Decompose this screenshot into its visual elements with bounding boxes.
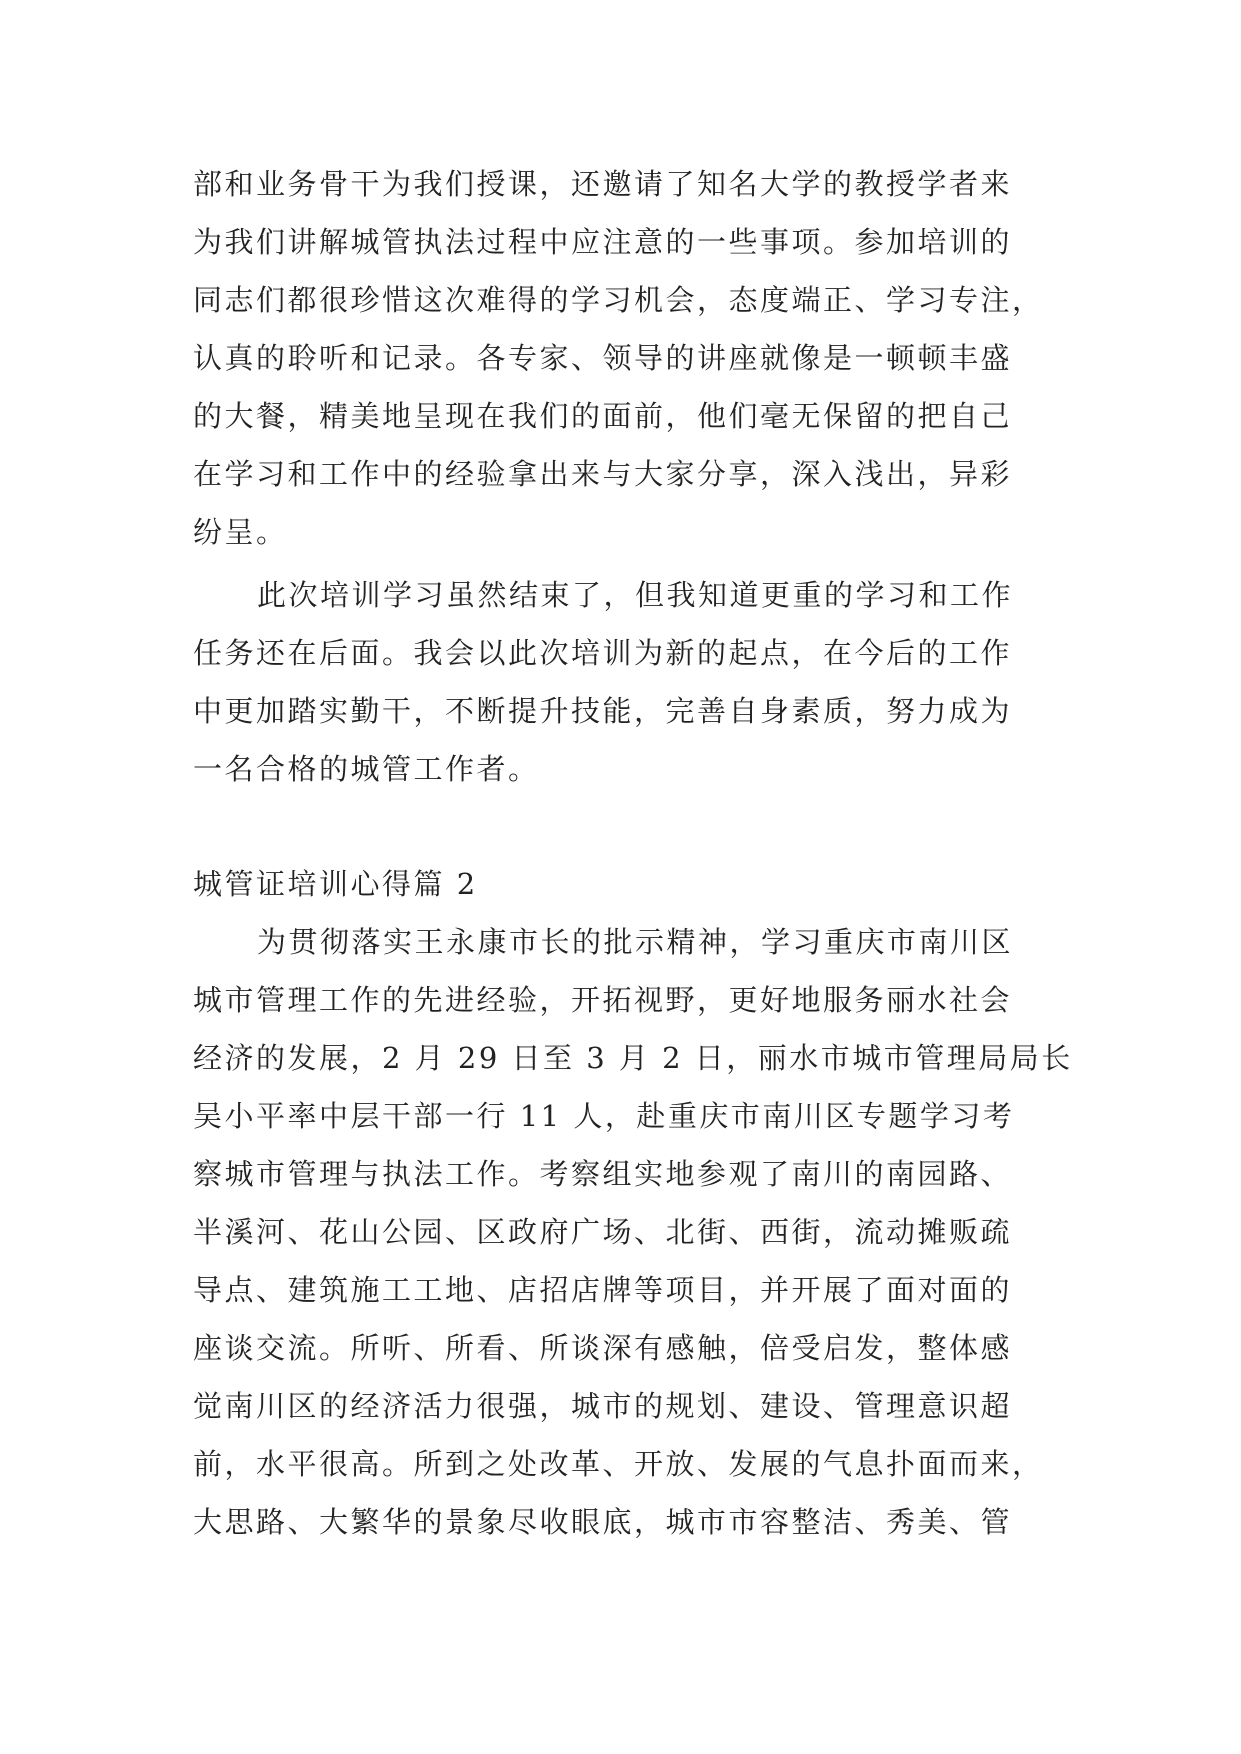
paragraph-2 — [193, 566, 1073, 798]
section-heading — [193, 855, 1073, 913]
paragraph-line: 部和业务骨干为我们授课，还邀请了知名大学的教授学者来 — [193, 167, 1013, 201]
paragraph-line: 为我们讲解城管执法过程中应注意的一些事项。参加培训的 — [193, 225, 1013, 259]
paragraph-line: 纷呈。 — [193, 515, 288, 549]
paragraph-line: 中更加踏实勤干，不断提升技能，完善自身素质，努力成为 — [193, 694, 1013, 728]
paragraph-line: 的大餐，精美地呈现在我们的面前，他们毫无保留的把自己 — [193, 399, 1013, 433]
paragraph-line: 察城市管理与执法工作。考察组实地参观了南川的南园路、 — [193, 1157, 1013, 1191]
paragraph-line: 此次培训学习虽然结束了，但我知道更重的学习和工作 — [257, 578, 1014, 612]
section-heading-text: 城管证培训心得篇 2 — [193, 867, 478, 901]
paragraph-line: 半溪河、花山公园、区政府广场、北街、西街，流动摊贩疏 — [193, 1215, 1013, 1249]
paragraph-3 — [193, 913, 1073, 1551]
paragraph-line: 认真的聆听和记录。各专家、领导的讲座就像是一顿顿丰盛 — [193, 341, 1013, 375]
paragraph-line: 一名合格的城管工作者。 — [193, 752, 540, 786]
paragraph-line: 导点、建筑施工工地、店招店牌等项目，并开展了面对面的 — [193, 1273, 1013, 1307]
paragraph-line: 吴小平率中层干部一行 11 人，赴重庆市南川区专题学习考 — [193, 1099, 1015, 1133]
paragraph-line: 经济的发展，2 月 29 日至 3 月 2 日，丽水市城市管理局局长 — [193, 1041, 1073, 1075]
paragraph-line: 城市管理工作的先进经验，开拓视野，更好地服务丽水社会 — [193, 983, 1013, 1017]
paragraph-line: 觉南川区的经济活力很强，城市的规划、建设、管理意识超 — [193, 1389, 1013, 1423]
paragraph-1 — [193, 155, 1073, 561]
paragraph-line: 座谈交流。所听、所看、所谈深有感触，倍受启发，整体感 — [193, 1331, 1013, 1365]
paragraph-line: 为贯彻落实王永康市长的批示精神，学习重庆市南川区 — [257, 925, 1014, 959]
paragraph-line: 大思路、大繁华的景象尽收眼底，城市市容整洁、秀美、管 — [193, 1505, 1013, 1539]
paragraph-line: 同志们都很珍惜这次难得的学习机会，态度端正、学习专注， — [193, 283, 1044, 317]
paragraph-line: 任务还在后面。我会以此次培训为新的起点，在今后的工作 — [193, 636, 1013, 670]
paragraph-line: 前，水平很高。所到之处改革、开放、发展的气息扑面而来， — [193, 1447, 1044, 1481]
paragraph-line: 在学习和工作中的经验拿出来与大家分享，深入浅出，异彩 — [193, 457, 1013, 491]
